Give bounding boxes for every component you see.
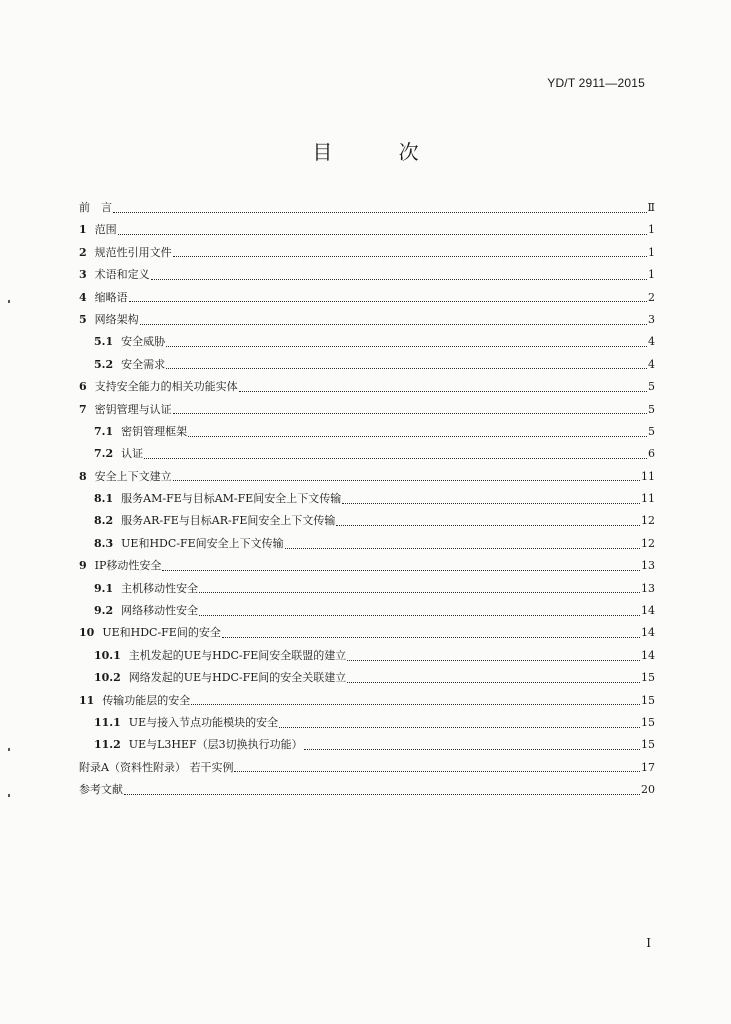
toc-entry-page: 13 <box>641 581 655 595</box>
toc-entry-page: 3 <box>648 312 655 326</box>
toc-entry-page: 14 <box>641 604 655 618</box>
toc-entry-number: 7.1 <box>94 424 114 438</box>
toc-entry-title: UE和HDC-FE间安全上下文传输 <box>121 536 284 550</box>
toc-leader-dots <box>144 458 647 459</box>
toc-entry-title: UE与L3HEF（层3切换执行功能） <box>128 738 303 752</box>
toc-entry-title: 缩略语 <box>94 290 128 304</box>
toc-entry-number: 10.1 <box>94 648 121 662</box>
toc-entry-number: 8 <box>79 469 87 483</box>
toc-entry-page: 11 <box>641 469 655 483</box>
toc-entry-title: 安全需求 <box>121 357 166 371</box>
toc-entry-page: 11 <box>641 492 655 506</box>
toc-entry-page: 13 <box>641 559 655 573</box>
toc-leader-dots <box>199 592 640 593</box>
toc-entry-number: 9 <box>79 559 87 573</box>
toc-entry-page: 12 <box>641 514 655 528</box>
toc-entry-page: 1 <box>648 268 655 282</box>
toc-entry-title: 网络发起的UE与HDC-FE间的安全关联建立 <box>128 671 347 685</box>
page-header-code: YD/T 2911—2015 <box>547 76 645 90</box>
toc-entry-number: 3 <box>79 268 87 282</box>
toc-entry-title: 网络架构 <box>94 312 139 326</box>
toc-entry-number: 10.2 <box>94 671 121 685</box>
toc-entry-title: UE与接入节点功能模块的安全 <box>128 715 279 729</box>
toc-entry-number: 6 <box>79 380 87 394</box>
toc-entry[interactable] <box>79 600 655 622</box>
toc-entry-page: 5 <box>648 424 655 438</box>
toc-entry-title: 范围 <box>94 223 117 237</box>
toc-leader-dots <box>162 570 640 571</box>
toc-leader-dots <box>124 794 640 795</box>
toc-entry-number: 10 <box>79 626 95 640</box>
toc-entry[interactable] <box>79 510 655 532</box>
toc-entry-page: 15 <box>641 738 655 752</box>
toc-entry[interactable] <box>79 667 655 689</box>
toc-entry[interactable] <box>79 219 655 241</box>
toc-entry-number: 2 <box>79 245 87 259</box>
toc-entry[interactable] <box>79 578 655 600</box>
toc-entry-title: 传输功能层的安全 <box>102 693 191 707</box>
toc-leader-dots <box>173 256 647 257</box>
toc-entry-title: 服务AR-FE与目标AR-FE间安全上下文传输 <box>121 514 336 528</box>
toc-entry-number: 9.2 <box>94 604 114 618</box>
page-title: 目 次 <box>312 140 449 164</box>
toc-leader-dots <box>239 391 647 392</box>
toc-entry-number: 1 <box>79 223 87 237</box>
toc-entry[interactable] <box>79 712 655 734</box>
scan-mark <box>8 748 10 751</box>
toc-leader-dots <box>222 637 640 638</box>
toc-entry-page: 15 <box>641 693 655 707</box>
toc-entry-title: 规范性引用文件 <box>94 245 172 259</box>
toc-leader-dots <box>173 480 640 481</box>
toc-entry-number: 7.2 <box>94 447 114 461</box>
toc-entry-title: 前 言 <box>79 201 112 214</box>
toc-leader-dots <box>285 548 640 549</box>
toc-entry-title: 密钥管理与认证 <box>94 402 172 416</box>
toc-entry[interactable] <box>79 443 655 465</box>
toc-entry-title: 安全威胁 <box>121 335 166 349</box>
toc-entry[interactable] <box>79 399 655 421</box>
scan-mark <box>8 794 10 797</box>
footer-page-number: I <box>646 936 651 950</box>
toc-entry-number: 8.3 <box>94 536 114 550</box>
toc-entry-title: 网络移动性安全 <box>121 604 199 618</box>
toc-entry[interactable] <box>79 197 655 219</box>
toc-entry-page: Ⅱ <box>647 201 655 214</box>
toc-entry-number: 5 <box>79 312 87 326</box>
toc-leader-dots <box>342 503 640 504</box>
toc-leader-dots <box>336 525 640 526</box>
toc-entry-page: 4 <box>648 357 655 371</box>
toc-entry-number: 8.1 <box>94 492 114 506</box>
toc-entry[interactable] <box>79 466 655 488</box>
toc-entry-page: 14 <box>641 648 655 662</box>
toc-entry-title: 安全上下文建立 <box>94 469 172 483</box>
toc-entry-page: 6 <box>648 447 655 461</box>
toc-entry-page: 17 <box>641 760 655 774</box>
toc-entry-page: 1 <box>648 245 655 259</box>
toc-leader-dots <box>347 660 640 661</box>
toc-entry-page: 1 <box>648 223 655 237</box>
toc-entry[interactable] <box>79 242 655 264</box>
toc-entry-title: 支持安全能力的相关功能实体 <box>94 380 238 394</box>
toc-entry[interactable] <box>79 734 655 756</box>
toc-entry-number: 11.2 <box>94 738 121 752</box>
toc-leader-dots <box>347 682 640 683</box>
toc-entry-number: 11 <box>79 693 95 707</box>
toc-entry[interactable] <box>79 376 655 398</box>
toc-entry[interactable] <box>79 309 655 331</box>
toc-entry-title: UE和HDC-FE间的安全 <box>102 626 221 640</box>
toc-leader-dots <box>279 727 640 728</box>
toc-leader-dots <box>166 368 647 369</box>
toc-entry-title: 术语和定义 <box>94 268 150 282</box>
toc-entry-page: 14 <box>641 626 655 640</box>
toc-leader-dots <box>113 212 647 213</box>
table-of-contents <box>79 197 655 802</box>
toc-entry-number: 5.2 <box>94 357 114 371</box>
toc-entry-number: 9.1 <box>94 581 114 595</box>
toc-leader-dots <box>166 346 647 347</box>
toc-entry-page: 20 <box>641 783 655 797</box>
toc-entry[interactable] <box>79 555 655 577</box>
toc-entry[interactable] <box>79 779 655 801</box>
toc-leader-dots <box>191 704 640 705</box>
toc-entry-title: 服务AM-FE与目标AM-FE间安全上下文传输 <box>121 492 342 506</box>
toc-entry[interactable] <box>79 354 655 376</box>
toc-entry-title: 密钥管理框架 <box>121 424 188 438</box>
toc-leader-dots <box>188 436 647 437</box>
toc-entry-page: 2 <box>648 290 655 304</box>
toc-entry-title: 认证 <box>121 447 144 461</box>
toc-entry-page: 15 <box>641 715 655 729</box>
toc-entry-title: IP移动性安全 <box>94 559 162 573</box>
toc-entry-number: 5.1 <box>94 335 114 349</box>
toc-entry[interactable] <box>79 622 655 644</box>
toc-entry-page: 5 <box>648 380 655 394</box>
toc-leader-dots <box>129 301 647 302</box>
toc-entry[interactable] <box>79 757 655 779</box>
toc-entry-number: 8.2 <box>94 514 114 528</box>
toc-leader-dots <box>173 413 647 414</box>
toc-leader-dots <box>199 615 640 616</box>
toc-entry[interactable] <box>79 287 655 309</box>
toc-entry-page: 4 <box>648 335 655 349</box>
toc-entry-title: 附录A（资料性附录） 若干实例 <box>79 760 234 774</box>
toc-entry-number: 4 <box>79 290 87 304</box>
toc-leader-dots <box>151 279 647 280</box>
toc-entry[interactable] <box>79 488 655 510</box>
toc-entry[interactable] <box>79 331 655 353</box>
toc-entry[interactable] <box>79 421 655 443</box>
toc-leader-dots <box>234 771 640 772</box>
toc-leader-dots <box>140 324 647 325</box>
toc-entry-page: 15 <box>641 671 655 685</box>
toc-entry-title: 参考文献 <box>79 783 123 797</box>
scan-mark <box>8 300 10 303</box>
toc-entry[interactable] <box>79 690 655 712</box>
toc-entry-page: 5 <box>648 402 655 416</box>
toc-entry-page: 12 <box>641 536 655 550</box>
toc-entry[interactable] <box>79 645 655 667</box>
toc-entry[interactable] <box>79 533 655 555</box>
toc-entry-title: 主机发起的UE与HDC-FE间安全联盟的建立 <box>128 648 347 662</box>
toc-leader-dots <box>118 234 647 235</box>
toc-entry-number: 11.1 <box>94 715 121 729</box>
toc-leader-dots <box>304 749 640 750</box>
toc-entry-number: 7 <box>79 402 87 416</box>
toc-entry-title: 主机移动性安全 <box>121 581 199 595</box>
toc-entry[interactable] <box>79 264 655 286</box>
